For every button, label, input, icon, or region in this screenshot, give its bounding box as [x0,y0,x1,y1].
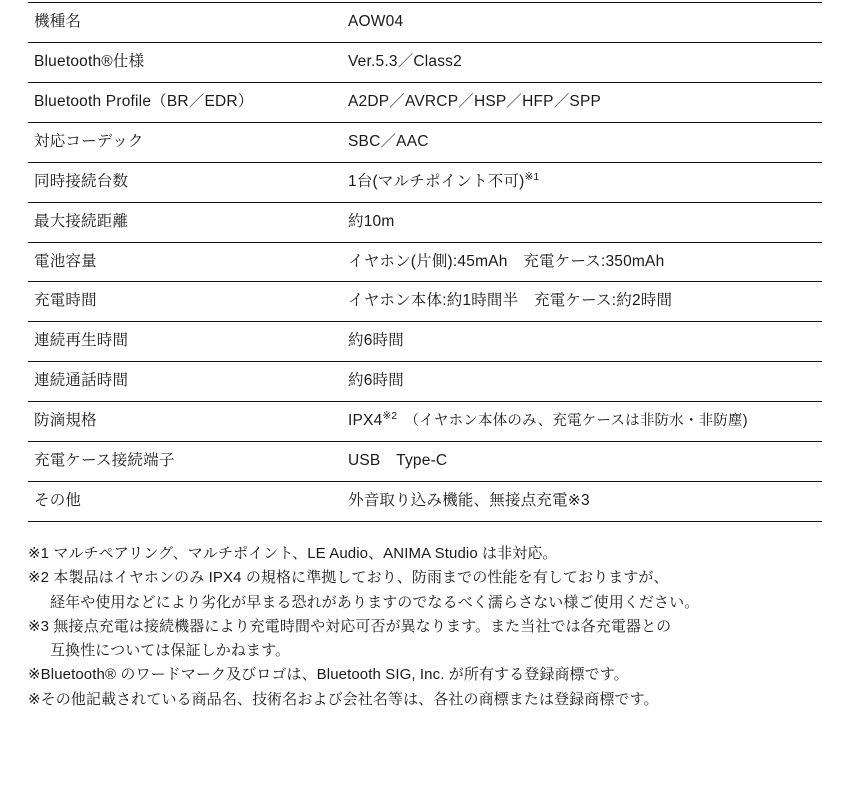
table-row [28,282,822,322]
spec-value-text: 1台(マルチポイント不可) [348,172,525,190]
spec-label: 対応コーデック [34,132,144,150]
spec-value-text: イヤホン本体:約1時間半 充電ケース:約2時間 [348,292,673,310]
spec-value-text: USB Type-C [348,452,448,470]
spec-value-footnote-marker: ※2 [382,410,398,423]
spec-label: Bluetooth Profile（BR／EDR） [34,92,254,110]
spec-value [338,162,822,202]
spec-value [338,402,822,442]
table-row [28,442,822,482]
spec-value-text: IPX4 [348,412,383,430]
spec-label: 連続通話時間 [34,372,129,390]
spec-value-text: A2DP／AVRCP／HSP／HFP／SPP [348,92,602,110]
spec-label: その他 [34,492,82,510]
spec-value [338,242,822,282]
footnote-line: 互換性については保証しかねます。 [50,642,291,660]
spec-value [338,482,822,522]
spec-value-text: イヤホン(片側):45mAh 充電ケース:350mAh [348,252,665,270]
table-row [28,82,822,122]
spec-value-text: Ver.5.3／Class2 [348,52,462,70]
spec-label: 電池容量 [34,252,97,270]
table-row [28,362,822,402]
table-row [28,122,822,162]
specification-table-body [28,3,822,522]
spec-label: 防滴規格 [34,412,97,430]
spec-value-text: 約6時間 [348,332,404,350]
spec-sheet-page [0,2,850,790]
spec-value-text: 約6時間 [348,372,404,390]
spec-label: 最大接続距離 [34,212,129,230]
table-row [28,402,822,442]
footnote-line: ※Bluetooth® のワードマーク及びロゴは、Bluetooth SIG, Inc. が所有する登録商標です。 [28,666,629,684]
spec-value [338,442,822,482]
footnote-line: ※1 マルチペアリング、マルチポイント、LE Audio、ANIMA Studio は非対応。 [28,544,558,562]
spec-value [338,42,822,82]
spec-label: 連続再生時間 [34,332,129,350]
footnote-line: 経年や使用などにより劣化が早まる恐れがありますのでなるべく濡らさない様ご使用ください。 [50,593,700,611]
spec-value [338,3,822,43]
footnote-line: ※2 本製品はイヤホンのみ IPX4 の規格に準拠しており、防雨までの性能を有しておりますが、 [28,569,669,587]
table-row [28,42,822,82]
spec-value-parenthetical: （イヤホン本体のみ、充電ケースは非防水・非防塵) [397,413,748,430]
spec-value [338,322,822,362]
table-row [28,3,822,43]
footnote-line: ※3 無接点充電は接続機器により充電時間や対応可否が異なります。また当社では各充電器との [28,617,672,635]
spec-label: 充電ケース接続端子 [34,452,175,470]
spec-label: 機種名 [34,13,82,30]
spec-value [338,82,822,122]
specification-table [28,2,822,522]
footnotes-section [28,522,822,712]
table-row [28,162,822,202]
spec-label: Bluetooth®仕様 [34,52,145,70]
spec-value-text: SBC／AAC [348,132,429,150]
table-row [28,242,822,282]
spec-value [338,202,822,242]
spec-value-text: AOW04 [348,13,404,30]
spec-value [338,282,822,322]
spec-value-footnote-marker: ※1 [524,170,540,183]
footnote-line: ※その他記載されている商品名、技術名および会社名等は、各社の商標または登録商標です。 [28,690,659,708]
table-row [28,202,822,242]
spec-label: 充電時間 [34,292,97,310]
spec-value-text: 外音取り込み機能、無接点充電※3 [348,492,590,510]
spec-value [338,362,822,402]
table-row [28,482,822,522]
spec-value-text: 約10m [348,212,395,230]
spec-label: 同時接続台数 [34,172,129,190]
table-row [28,322,822,362]
spec-value [338,122,822,162]
